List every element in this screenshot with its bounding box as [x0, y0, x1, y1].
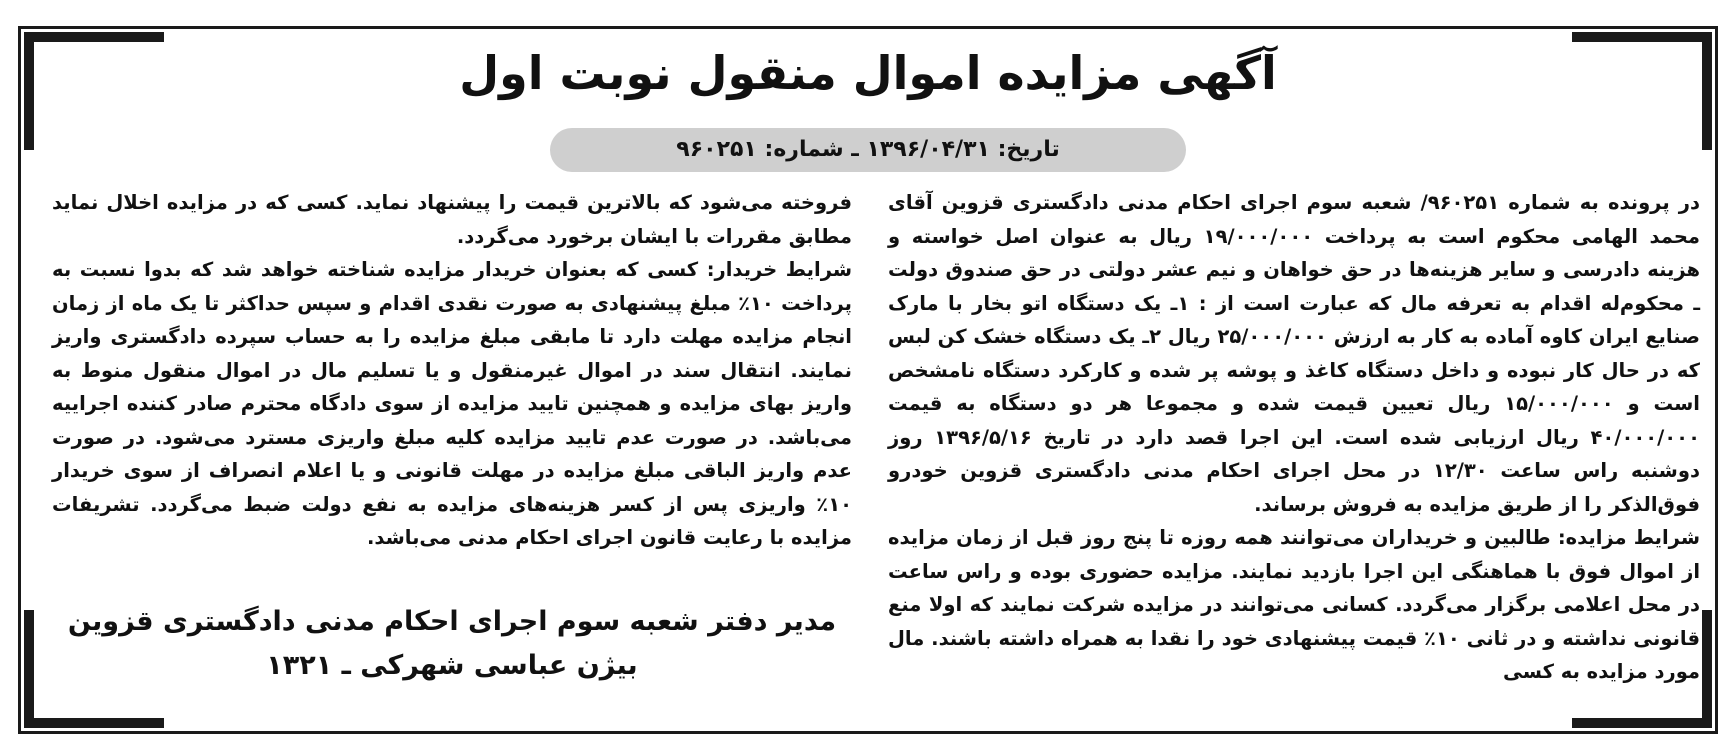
corner-bracket-bottom-left-vertical — [24, 610, 34, 728]
buyer-conditions-paragraph: شرایط خریدار: کسی که بعنوان خریدار مزایده شناخته خواهد شد که بدوا نسبت به پرداخت ۱۰٪ مبلغ پیشنهادی به صورت نقدی اقدام و سپس حداکثر تا یک ماه از زمان انجام مزایده مهلت دارد تا مابقی مبلغ مزایده را به حساب سپرده دادگستری واریز نمایند. انتقال سند در اموال غیرمنقول و یا تسلیم مال در اموال منقول منوط به واریز بهای مزایده و همچنین تایید مزایده از سوی دادگاه محترم صادر کننده اجراییه می‌باشد. در صورت عدم تایید مزایده کلیه مبلغ واریزی مسترد می‌شود. در صورت عدم واریز الباقی مبلغ مزایده در مهلت قانونی و یا اعلام انصراف از سوی خریدار ۱۰٪ واریزی پس از کسر هزینه‌های مزایده به نفع دولت ضبط می‌گردد. تشریفات مزایده با رعایت قانون اجرای احکام مدنی می‌باشد. — [52, 258, 852, 549]
right-column — [888, 186, 1700, 689]
notice-title: آگهی مزایده اموال منقول نوبت اول — [459, 46, 1277, 100]
auction-conditions-paragraph: شرایط مزایده: طالبین و خریداران می‌توانند همه روزه تا پنج روز قبل از زمان مزایده از اموال فوق با هماهنگی این اجرا بازدید نمایند. مزایده حضوری بوده و راس ساعت در محل اعلامی برگزار می‌گردد. کسانی می‌توانند در مزایده شرکت نمایند که اولا منع قانونی نداشته و در ثانی ۱۰٪ قیمت پیشنهادی خود را نقدا به همراه داشته باشند. مال مورد مزایده به کسی — [888, 526, 1700, 683]
case-paragraph: در پرونده به شماره ۹۶۰۲۵۱/ شعبه سوم اجرای احکام مدنی دادگستری قزوین آقای محمد الهامی محکوم است به پرداخت ۱۹/۰۰۰/۰۰۰ ریال به عنوان اصل خواسته و هزینه دادرسی و سایر هزینه‌ها در حق خواهان و نیم عشر دولتی در حق صندوق دولت ـ محکوم‌له اقدام به تعرفه مال که عبارت است از : ۱ـ یک دستگاه اتو بخار با مارک صنایع ایران کاوه آماده به کار به ارزش ۲۵/۰۰۰/۰۰۰ ریال ۲ـ یک دستگاه خشک کن لبس که در حال کار نبوده و داخل دستگاه کاغذ و پوشه پر شده و کارکرد دستگاه نامشخص است و ۱۵/۰۰۰/۰۰۰ ریال تعیین قیمت شده و مجموعا هر دو دستگاه به قیمت ۴۰/۰۰۰/۰۰۰ ریال ارزیابی شده است. این اجرا قصد دارد در تاریخ ۱۳۹۶/۵/۱۶ روز دوشنبه راس ساعت ۱۲/۳۰ در محل اجرای احکام مدنی دادگستری قزوین خودرو فوق‌الذکر را از طریق مزایده به فروش برساند. — [888, 191, 1701, 516]
corner-bracket-bottom-left — [24, 718, 164, 728]
corner-bracket-top-right — [1572, 32, 1712, 42]
corner-bracket-top-left — [24, 32, 164, 42]
sale-paragraph: فروخته می‌شود که بالاترین قیمت را پیشنهاد نماید. کسی که در مزایده اخلال نماید مطابق مقررات با ایشان برخورد می‌گردد. — [52, 191, 852, 248]
corner-bracket-bottom-right-vertical — [1702, 610, 1712, 728]
corner-bracket-bottom-right — [1572, 718, 1712, 728]
signature-name: بیژن عباسی شهرکی ـ ۱۳۲۱ — [266, 650, 638, 681]
signature-office: مدیر دفتر شعبه سوم اجرای احکام مدنی دادگستری قزوین — [67, 606, 837, 637]
left-column — [52, 186, 852, 555]
date-number-bar: تاریخ: ۱۳۹۶/۰۴/۳۱ ـ شماره: ۹۶۰۲۵۱ — [550, 128, 1186, 172]
